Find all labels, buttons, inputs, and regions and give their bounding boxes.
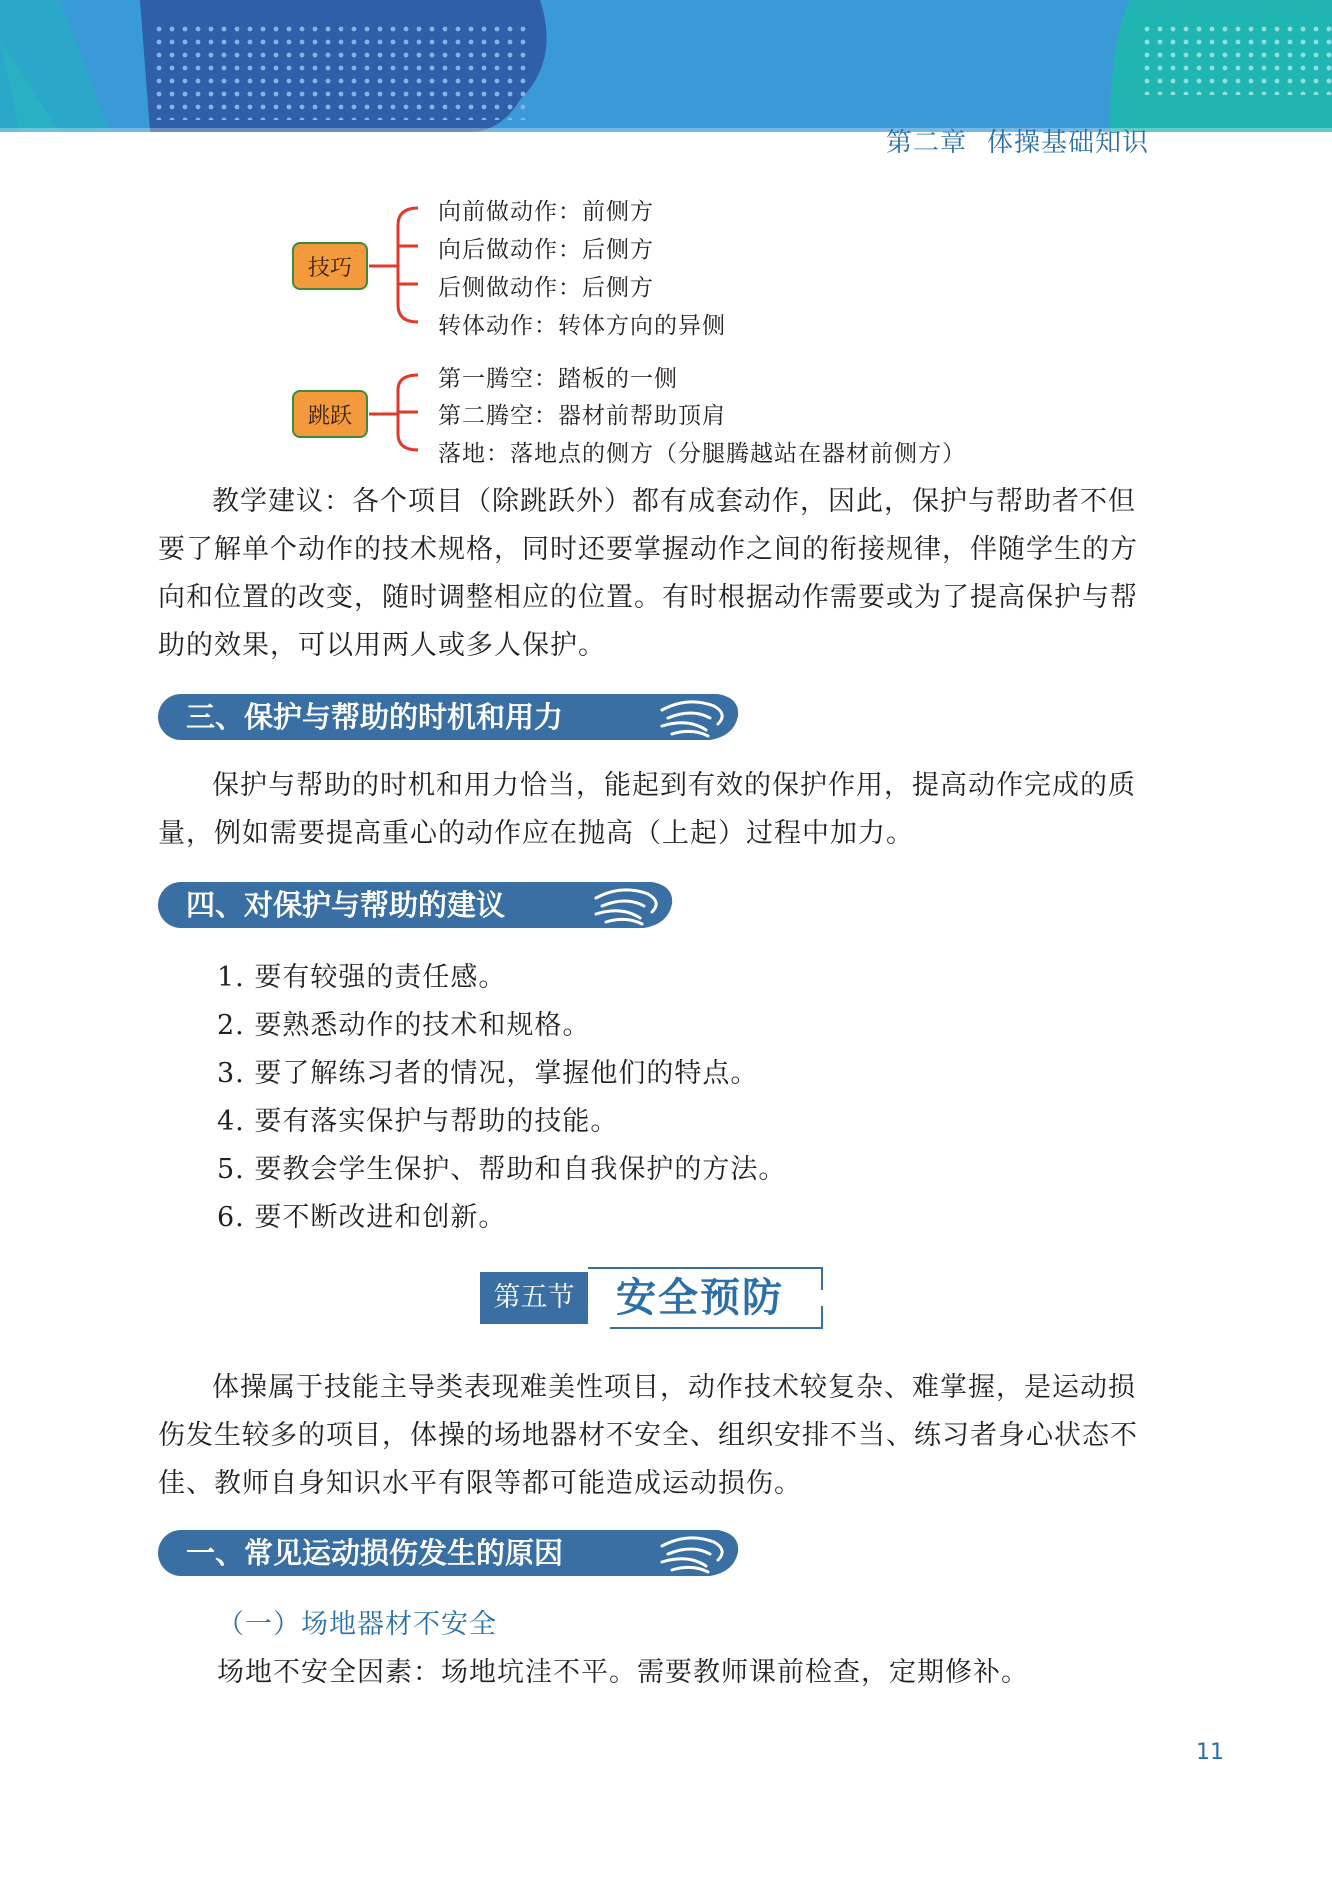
mindmap-item: 向前做动作：前侧方 <box>438 199 654 225</box>
section5-title: 安全预防 <box>616 1275 784 1321</box>
mindmap-item: 后侧做动作：后侧方 <box>438 275 654 301</box>
mindmap-item: 第一腾空：踏板的一侧 <box>438 366 678 392</box>
timing-paragraph: 保护与帮助的时机和用力恰当，能起到有效的保护作用，提高动作完成的质量，例如需要提高重心的动作应在抛高（上起）过程中加力。 <box>158 770 1136 849</box>
section5-number: 第五节 <box>480 1272 588 1324</box>
wave-ornament-icon <box>582 876 678 934</box>
mindmap-label-skill: 技巧 <box>292 242 368 290</box>
subsection-text: 场地不安全因素：场地坑洼不平。需要教师课前检查，定期修补。 <box>217 1657 1029 1688</box>
section5-heading <box>480 1266 824 1330</box>
section-title: 三、保护与帮助的时机和用力 <box>158 694 658 740</box>
chapter-name: 体操基础知识 <box>986 128 1149 158</box>
wave-ornament-icon <box>648 688 744 746</box>
suggestion-item: 5. 要教会学生保护、帮助和自我保护的方法。 <box>217 1154 787 1185</box>
teaching-suggestion-paragraph: 教学建议：各个项目（除跳跃外）都有成套动作，因此，保护与帮助者不但要了解单个动作的技术规格，同时还要掌握动作之间的衔接规律，伴随学生的方向和位置的改变，随时调整相应的位置。有时根据动作需要或为了提高保护与帮助的效果，可以用两人或多人保护。 <box>158 486 1138 661</box>
mindmap-item: 向后做动作：后侧方 <box>438 237 654 263</box>
page-number: 11 <box>1196 1740 1224 1765</box>
section-heading-injury-causes <box>158 1530 758 1576</box>
wave-ornament-icon <box>648 1524 744 1582</box>
suggestion-item: 1. 要有较强的责任感。 <box>217 962 507 993</box>
suggestion-item: 2. 要熟悉动作的技术和规格。 <box>217 1010 591 1041</box>
section-title: 四、对保护与帮助的建议 <box>158 882 592 928</box>
section-heading-timing <box>158 694 758 740</box>
mindmap-item: 转体动作：转体方向的异侧 <box>438 313 726 339</box>
suggestion-item: 6. 要不断改进和创新。 <box>217 1202 507 1233</box>
suggestion-item: 4. 要有落实保护与帮助的技能。 <box>217 1106 619 1137</box>
suggestion-item: 3. 要了解练习者的情况，掌握他们的特点。 <box>217 1058 759 1089</box>
section-title: 一、常见运动损伤发生的原因 <box>158 1530 658 1576</box>
section-heading-suggestions <box>158 882 718 928</box>
mindmap-label-jump: 跳跃 <box>292 390 368 438</box>
subsection-title: （一）场地器材不安全 <box>217 1609 497 1640</box>
safety-intro-paragraph: 体操属于技能主导类表现难美性项目，动作技术较复杂、难掌握，是运动损伤发生较多的项目，体操的场地器材不安全、组织安排不当、练习者身心状态不佳、教师自身知识水平有限等都可能造成运动损伤。 <box>158 1372 1138 1499</box>
mindmap-item: 第二腾空：器材前帮助顶肩 <box>438 403 726 429</box>
mindmap-item: 落地：落地点的侧方（分腿腾越站在器材前侧方） <box>438 441 966 467</box>
chapter-number: 第二章 <box>885 128 967 158</box>
